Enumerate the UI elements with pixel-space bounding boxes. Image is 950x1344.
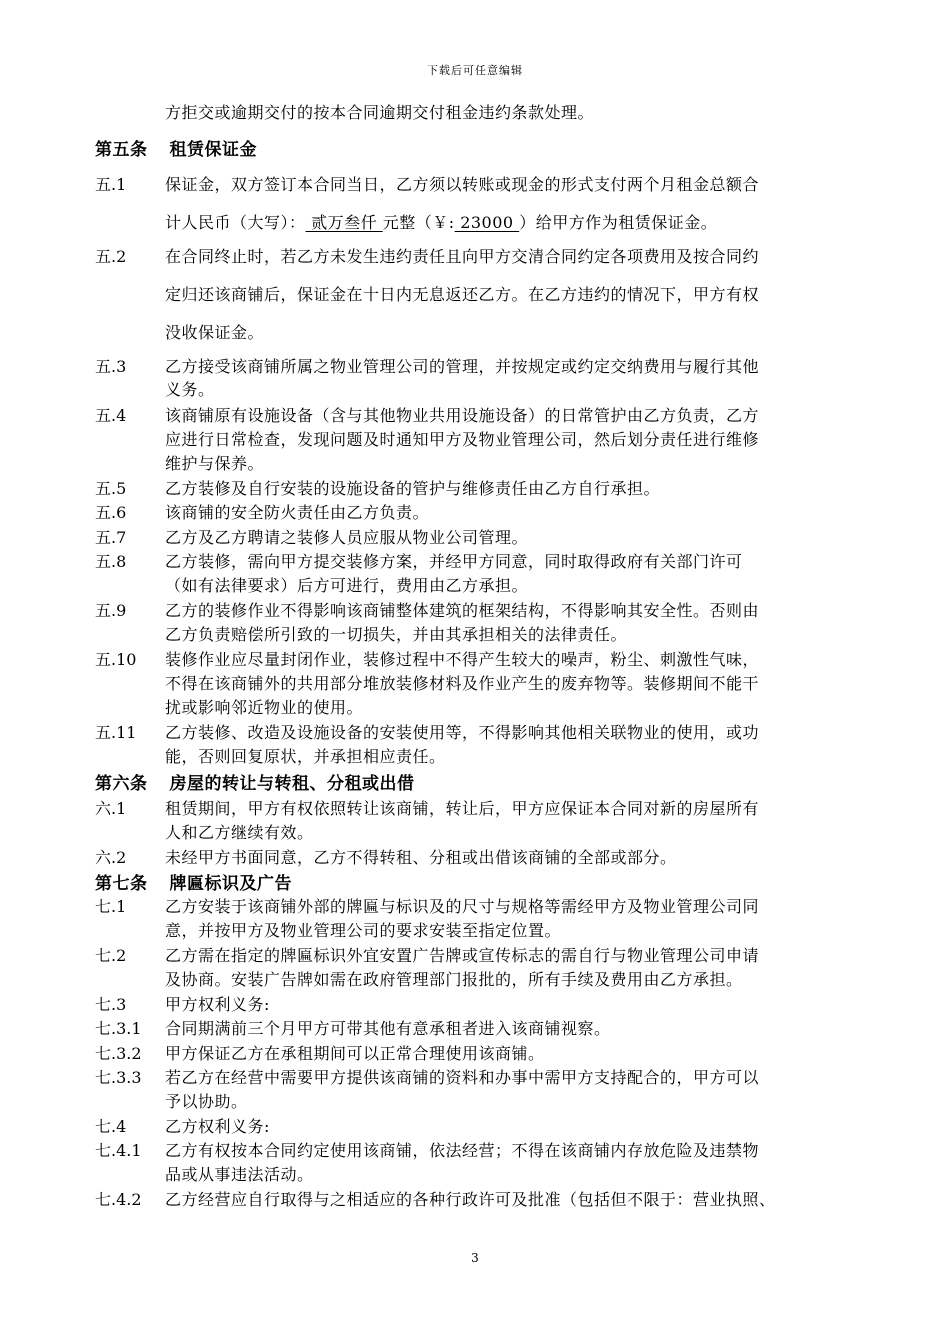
article-7-title: 第七条 牌匾标识及广告 [95,874,292,894]
clause-text: 定归还该商铺后，保证金在十日内无息返还乙方。在乙方违约的情况下，甲方有权 [165,285,760,304]
clause-number: 七.3.3 [95,1068,142,1087]
clause-text: 保证金，双方签订本合同当日，乙方须以转账或现金的形式支付两个月租金总额合 [165,175,760,194]
clause-number: 五.5 [95,479,127,498]
clause-text: 在合同终止时，若乙方未发生违约责任且向甲方交清合同约定各项费用及按合同约 [165,247,760,266]
clause-number: 六.2 [95,848,127,867]
clause-text: 装修作业应尽量封闭作业，装修过程中不得产生较大的噪声，粉尘、刺激性气味， [165,650,760,669]
clause-number: 七.4.2 [95,1190,142,1209]
clause-text: 意，并按甲方及物业管理公司的要求安装至指定位置。 [165,921,562,940]
article-5-title: 第五条 租赁保证金 [95,140,257,160]
clause-text: 该商铺的安全防火责任由乙方负责。 [165,503,430,522]
clause-number: 五.11 [95,723,137,742]
clause-number: 五.6 [95,503,127,522]
page-header: 下载后可任意编辑 [427,64,523,77]
clause-text: 没收保证金。 [165,323,265,342]
clause-text: 乙方权利义务: [165,1117,270,1136]
clause-text: 义务。 [165,380,215,399]
clause-text: 扰或影响邻近物业的使用。 [165,698,364,717]
clause-text: 乙方经营应自行取得与之相适应的各种行政许可及批准（包括但不限于：营业执照、 [165,1190,776,1209]
clause-text: 乙方装修，需向甲方提交装修方案，并经甲方同意，同时取得政府有关部门许可 [165,552,743,571]
clause-number: 五.7 [95,528,127,547]
clause-text: 甲方保证乙方在承租期间可以正常合理使用该商铺。 [165,1044,545,1063]
clause-text: 租赁期间，甲方有权依照转让该商铺，转让后，甲方应保证本合同对新的房屋所有 [165,799,760,818]
clause-number: 七.3.1 [95,1019,142,1038]
clause-text: 乙方安装于该商铺外部的牌匾与标识及的尺寸与规格等需经甲方及物业管理公司同 [165,897,760,916]
clause-text: 乙方负责赔偿所引致的一切损失，并由其承担相关的法律责任。 [165,625,628,644]
clause-number: 五.2 [95,247,127,266]
clause-number: 七.4.1 [95,1141,142,1160]
clause-text: 乙方装修及自行安装的设施设备的管护与维修责任由乙方自行承担。 [165,479,661,498]
clause-text: 乙方及乙方聘请之装修人员应服从物业公司管理。 [165,528,529,547]
clause-number: 五.8 [95,552,127,571]
clause-text: 乙方需在指定的牌匾标识外宜安置广告牌或宣传标志的需自行与物业管理公司申请 [165,946,760,965]
article-6-title: 第六条 房屋的转让与转租、分租或出借 [95,774,415,794]
intro-line: 方拒交或逾期交付的按本合同逾期交付租金违约条款处理。 [165,103,595,122]
amount-in-words: 贰万叁仟 [305,213,383,232]
clause-number: 五.4 [95,406,127,425]
amount-in-figures: 23000 [454,213,520,232]
clause-number: 五.10 [95,650,137,669]
clause-number: 七.1 [95,897,127,916]
clause-text: 及协商。安装广告牌如需在政府管理部门报批的，所有手续及费用由乙方承担。 [165,970,743,989]
clause-text: 乙方装修、改造及设施设备的安装使用等，不得影响其他相关联物业的使用，或功 [165,723,760,742]
clause-number: 五.1 [95,175,127,194]
clause-text: 合同期满前三个月甲方可带其他有意承租者进入该商铺视察。 [165,1019,611,1038]
clause-text: 维护与保养。 [165,454,265,473]
clause-text: 予以协助。 [165,1092,248,1111]
clause-number: 五.9 [95,601,127,620]
clause-text: 甲方权利义务: [165,995,270,1014]
clause-text: 未经甲方书面同意，乙方不得转租、分租或出借该商铺的全部或部分。 [165,848,677,867]
deposit-amount-line: 计人民币（大写）： 贰万叁仟 元整（￥: 23000 ）给甲方作为租赁保证金。 [165,213,718,232]
clause-text: 该商铺原有设施设备（含与其他物业共用设施设备）的日常管护由乙方负责，乙方 [165,406,760,425]
clause-text: 能，否则回复原状，并承担相应责任。 [165,747,446,766]
clause-number: 六.1 [95,799,127,818]
clause-number: 七.3.2 [95,1044,142,1063]
clause-text: 人和乙方继续有效。 [165,823,314,842]
clause-text: 应进行日常检查，发现问题及时通知甲方及物业管理公司，然后划分责任进行维修 [165,430,760,449]
clause-text: 若乙方在经营中需要甲方提供该商铺的资料和办事中需甲方支持配合的，甲方可以 [165,1068,760,1087]
clause-text: 不得在该商铺外的共用部分堆放装修材料及作业产生的废弃物等。装修期间不能干 [165,674,760,693]
clause-text: （如有法律要求）后方可进行，费用由乙方承担。 [165,576,529,595]
page-number: 3 [471,1251,479,1265]
clause-number: 七.3 [95,995,127,1014]
clause-text: 乙方接受该商铺所属之物业管理公司的管理，并按规定或约定交纳费用与履行其他 [165,357,760,376]
clause-number: 五.3 [95,357,127,376]
clause-number: 七.2 [95,946,127,965]
clause-text: 乙方有权按本合同约定使用该商铺，依法经营；不得在该商铺内存放危险及违禁物 [165,1141,760,1160]
clause-number: 七.4 [95,1117,127,1136]
clause-text: 品或从事违法活动。 [165,1165,314,1184]
clause-text: 乙方的装修作业不得影响该商铺整体建筑的框架结构，不得影响其安全性。否则由 [165,601,760,620]
